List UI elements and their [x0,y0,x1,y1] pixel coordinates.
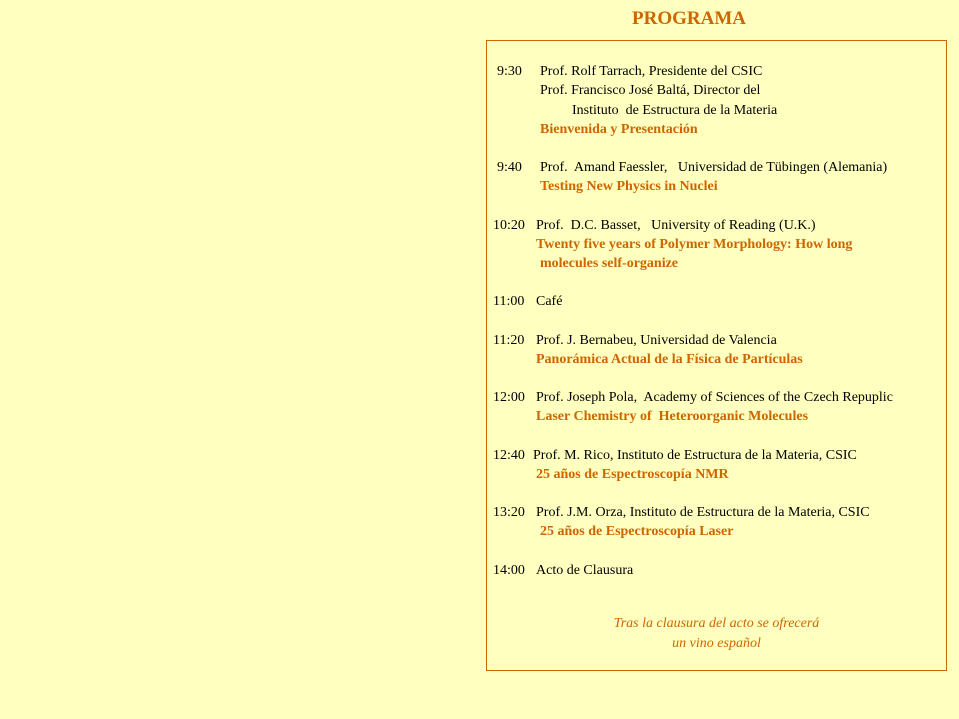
talk-title: 25 años de Espectroscopía NMR [536,467,729,482]
talk-title: 25 años de Espectroscopía Laser [540,524,734,539]
speaker-line: Prof. Amand Faessler, Universidad de Tübingen (Alemania) [540,160,888,175]
closing-note: un vino español [672,636,761,651]
page-title: PROGRAMA [632,8,746,29]
talk-title: molecules self-organize [540,256,679,271]
speaker-line: Acto de Clausura [536,563,634,578]
speaker-line: Prof. J. Bernabeu, Universidad de Valencia [536,333,777,348]
time-1100: 11:00 [493,294,525,309]
program-box [486,40,947,671]
time-0930: 9:30 [497,64,522,79]
speaker-line: Prof. Francisco José Baltá, Director del [540,83,761,98]
speaker-line: Prof. J.M. Orza, Instituto de Estructura de la Materia, CSIC [536,505,870,520]
talk-title: Laser Chemistry of Heteroorganic Molecules [536,409,809,424]
time-0940: 9:40 [497,160,522,175]
time-1020: 10:20 [493,218,525,233]
speaker-line: Prof. Rolf Tarrach, Presidente del CSIC [540,64,763,79]
closing-note: Tras la clausura del acto se ofrecerá [613,616,820,631]
speaker-line: Prof. M. Rico, Instituto de Estructura de la Materia, CSIC [533,448,857,463]
time-1200: 12:00 [493,390,525,405]
speaker-line: Instituto de Estructura de la Materia [572,103,778,118]
talk-title: Twenty five years of Polymer Morphology: How long [536,237,853,252]
speaker-line: Prof. D.C. Basset, University of Reading (U.K.) [536,218,816,233]
time-1320: 13:20 [493,505,525,520]
talk-title: Panorámica Actual de la Física de Partículas [536,352,803,367]
time-1240: 12:40 [493,448,525,463]
talk-title: Bienvenida y Presentación [540,122,698,137]
speaker-line: Prof. Joseph Pola, Academy of Sciences of the Czech Repuplic [536,390,893,405]
speaker-line: Café [536,294,563,309]
time-1400: 14:00 [493,563,525,578]
time-1120: 11:20 [493,333,525,348]
talk-title: Testing New Physics in Nuclei [540,179,718,194]
